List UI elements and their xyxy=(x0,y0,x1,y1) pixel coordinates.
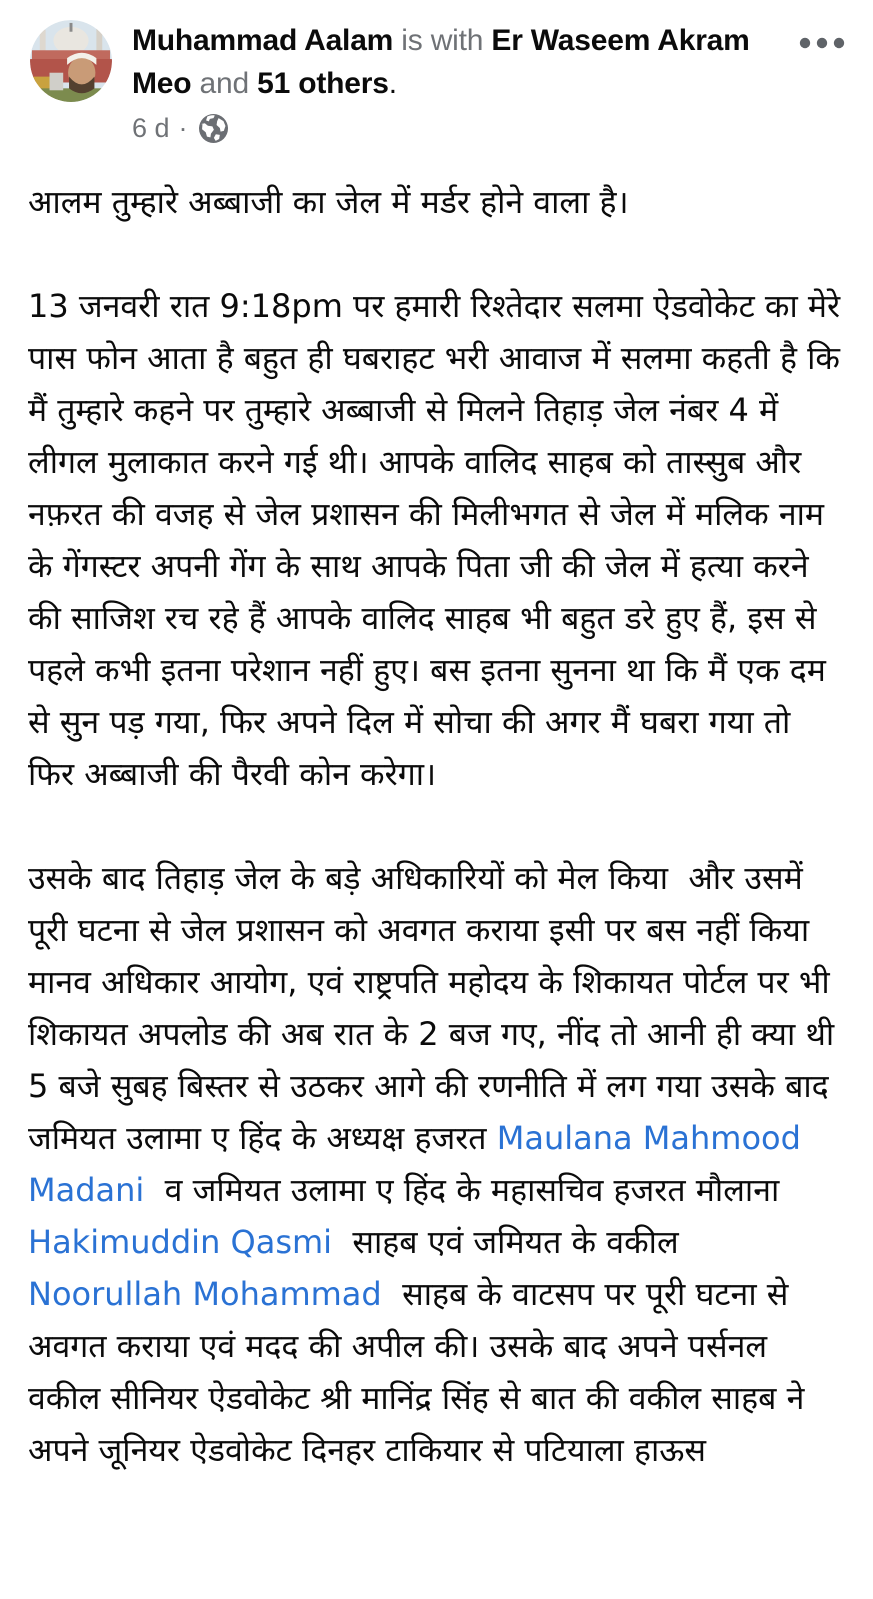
text-segment: साहब के वाटसप पर पूरी घटना से अवगत कराया एवं मदद की अपील की। उसके बाद अपने पर्सनल वकील सीनियर ऐडवोकेट श्री मानिंद्र सिंह से बात की वकील साहब ने अपने जूनियर ऐडवोकेट दिनहर टाकियार से पटियाला हाऊस xyxy=(28,1274,815,1469)
post-title xyxy=(132,20,760,106)
ellipsis-icon xyxy=(799,37,845,49)
post-paragraph xyxy=(28,852,845,1476)
text-segment: साहब एवं जमियत के वकील xyxy=(332,1222,699,1261)
post-paragraph xyxy=(28,280,851,800)
text-segment: उसके बाद तिहाड़ जेल के बड़े अधिकारियों को मेल किया और उसमें पूरी घटना से जेल प्रशासन को अवगत कराया इसी पर बस नहीं किया मानव अधिकार आयोग, एवं राष्ट्रपति महोदय के शिकायत पोर्टल पर भी शिकायत अपलोड की अब रात के 2 बज गए, नींद तो आनी ही क्या थी 5 बजे सुबह बिस्तर से उठकर आगे की रणनीति में लग गया उसके बाद जमियत उलामा ए हिंद के अध्यक्ष हजरत xyxy=(28,858,845,1157)
dot-separator: · xyxy=(178,112,188,143)
profile-link[interactable]: 51 others xyxy=(257,66,389,100)
avatar[interactable] xyxy=(30,20,112,102)
more-options-button[interactable] xyxy=(789,20,849,64)
text-segment: आलम तुम्हारे अब्बाजी का जेल में मर्डर होने वाला है। xyxy=(28,182,629,221)
mention-link[interactable]: Noorullah Mohammad xyxy=(28,1274,382,1313)
profile-link[interactable]: Muhammad Aalam xyxy=(132,24,394,57)
text-segment: व जमियत उलामा ए हिंद के महासचिव हजरत मौलाना xyxy=(144,1170,790,1209)
muted-text: is with xyxy=(393,24,492,57)
post-header xyxy=(0,0,873,144)
profile-photo xyxy=(30,20,112,102)
mention-link[interactable]: Hakimuddin Qasmi xyxy=(28,1222,333,1261)
mention-link[interactable]: Maulana Mahmood Madani xyxy=(28,1118,812,1209)
post-paragraph xyxy=(28,176,845,228)
globe-icon xyxy=(199,114,228,143)
timestamp[interactable]: 6 d xyxy=(132,112,170,143)
text-segment: . xyxy=(388,66,397,100)
post-body xyxy=(0,176,873,1476)
post-header-text xyxy=(132,20,789,144)
muted-text: and xyxy=(191,66,258,100)
timestamp-row xyxy=(132,113,789,144)
profile-link[interactable]: Er Waseem Akram Meo xyxy=(132,24,758,100)
text-segment: 13 जनवरी रात 9:18pm पर हमारी रिश्तेदार सलमा ऐडवोकेट का मेरे पास फोन आता है बहुत ही घबराहट भरी आवाज में सलमा कहती है कि मैं तुम्हारे कहने पर तुम्हारे अब्बाजी से मिलने तिहाड़ जेल नंबर 4 में लीगल मुलाकात करने गई थी। आपके वालिद साहब को तास्सुब और नफ़रत की वजह से जेल प्रशासन की मिलीभगत से जेल में मलिक नाम के गेंगस्टर अपनी गेंग के साथ आपके पिता जी की जेल में हत्या करने की साजिश रच रहे हैं आपके वालिद साहब भी बहुत डरे हुए हैं, इस से पहले कभी इतना परेशान नहीं हुए। बस इतना सुनना था कि मैं एक दम से सुन पड़ गया, फिर अपने दिल में सोचा की अगर मैं घबरा गया तो फिर अब्बाजी की पैरवी कोन करेगा। xyxy=(28,286,851,793)
